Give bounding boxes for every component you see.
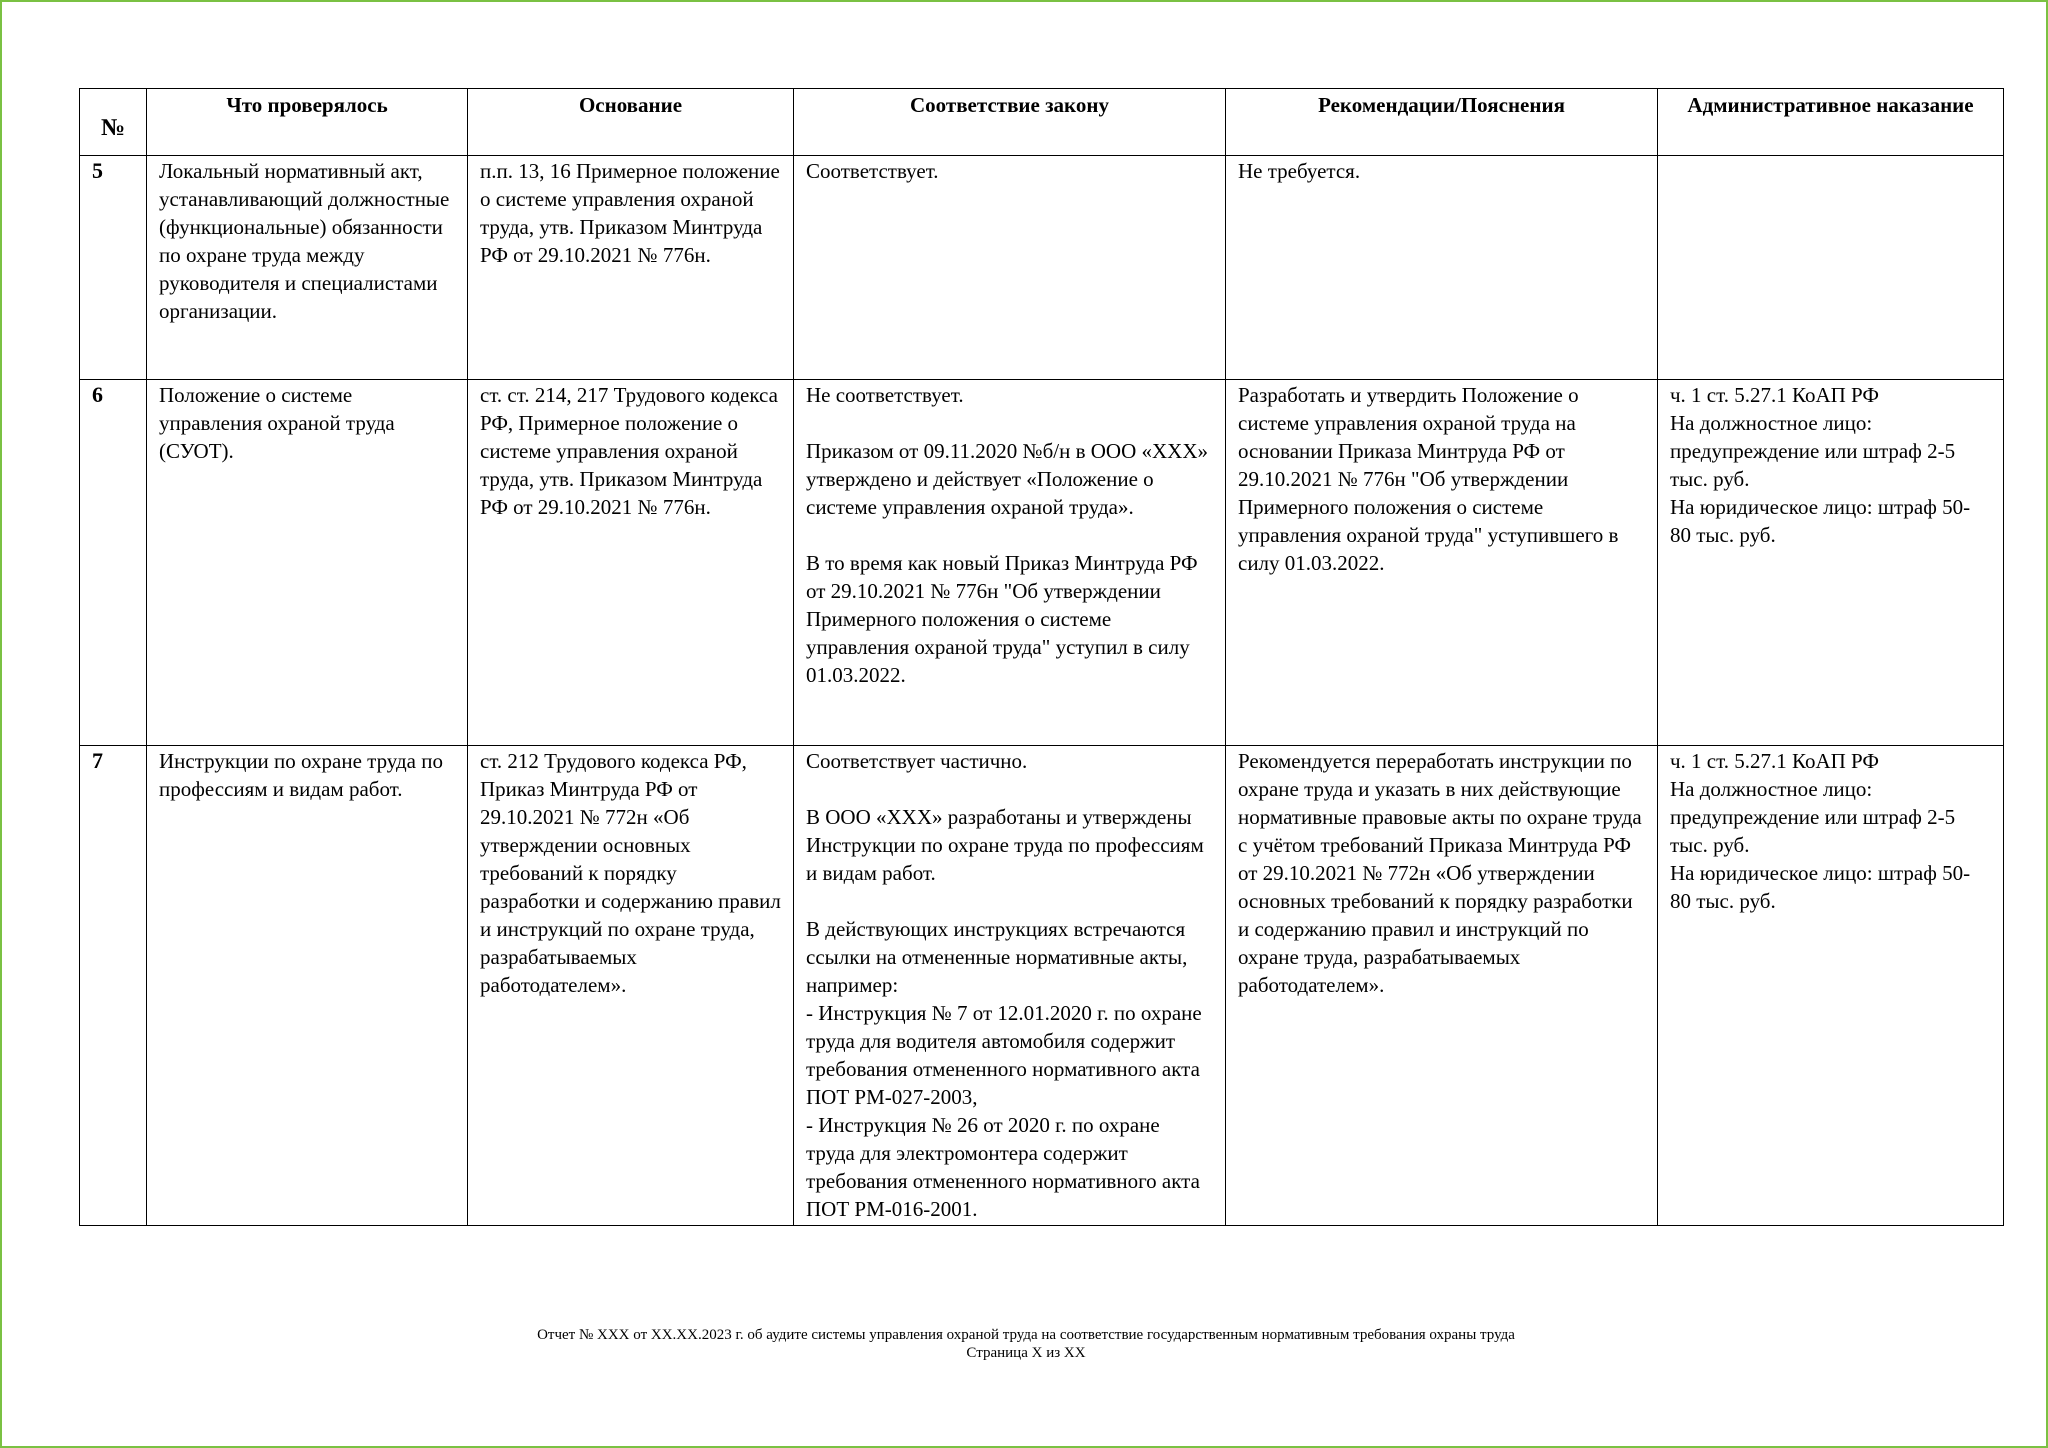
row-basis: ст. ст. 214, 217 Трудового кодекса РФ, Примерное положение о системе управления охраной труда, утв. Приказом Минтруда РФ от 29.10.2021 № 776н. xyxy=(468,380,794,746)
header-penalty: Административное наказание xyxy=(1658,89,2004,156)
header-recommendations: Рекомендации/Пояснения xyxy=(1226,89,1658,156)
table-row xyxy=(80,746,2004,1226)
row-number: 7 xyxy=(80,746,147,1226)
row-checked: Положение о системе управления охраной труда (СУОТ). xyxy=(147,380,468,746)
row-checked: Локальный нормативный акт, устанавливающий должностные (функциональные) обязанности по охране труда между руководителя и специалистами организации. xyxy=(147,156,468,380)
row-number: 6 xyxy=(80,380,147,746)
table-row xyxy=(80,156,2004,380)
row-compliance: Соответствует. xyxy=(794,156,1226,380)
footer-report-title: Отчет № ХХХ от ХХ.ХХ.2023 г. об аудите системы управления охраной труда на соответствие государственным нормативным требования охраны труда xyxy=(537,1327,1515,1343)
row-recommendations: Рекомендуется переработать инструкции по охране труда и указать в них действующие нормативные правовые акты по охране труда с учётом требований Приказа Минтруда РФ от 29.10.2021 № 772н «Об утверждении основных требований к порядку разработки и содержанию правил и инструкций по охране труда, разрабатываемых работодателем». xyxy=(1226,746,1658,1226)
header-basis: Основание xyxy=(468,89,794,156)
row-penalty xyxy=(1658,156,2004,380)
row-compliance: Соответствует частично. В ООО «ХХХ» разработаны и утверждены Инструкции по охране труда по профессиям и видам работ. В действующих инструкциях встречаются ссылки на отмененные нормативные акты, например: - Инструкция № 7 от 12.01.2020 г. по охране труда для водителя автомобиля содержит требования отмененного нормативного акта ПОТ РМ-027-2003, - Инструкция № 26 от 2020 г. по охране труда для электромонтера содержит требования отмененного нормативного акта ПОТ РМ-016-2001. xyxy=(794,746,1226,1226)
row-penalty: ч. 1 ст. 5.27.1 КоАП РФ На должностное лицо: предупреждение или штраф 2-5 тыс. руб. На юридическое лицо: штраф 50-80 тыс. руб. xyxy=(1658,746,2004,1226)
row-recommendations: Не требуется. xyxy=(1226,156,1658,380)
row-checked: Инструкции по охране труда по профессиям и видам работ. xyxy=(147,746,468,1226)
header-checked: Что проверялось xyxy=(147,89,468,156)
row-basis: ст. 212 Трудового кодекса РФ, Приказ Минтруда РФ от 29.10.2021 № 772н «Об утверждении основных требований к порядку разработки и содержанию правил и инструкций по охране труда, разрабатываемых работодателем». xyxy=(468,746,794,1226)
footer-page-number: Страница Х из ХХ xyxy=(966,1345,1086,1361)
row-recommendations: Разработать и утвердить Положение о системе управления охраной труда на основании Приказа Минтруда РФ от 29.10.2021 № 776н "Об утверждении Примерного положения о системе управления охраной труда" уступившего в силу 01.03.2022. xyxy=(1226,380,1658,746)
table-header-row xyxy=(80,89,2004,156)
audit-table xyxy=(79,88,2004,1226)
row-basis: п.п. 13, 16 Примерное положение о системе управления охраной труда, утв. Приказом Минтруда РФ от 29.10.2021 № 776н. xyxy=(468,156,794,380)
row-compliance: Не соответствует. Приказом от 09.11.2020 №б/н в ООО «ХХХ» утверждено и действует «Положение о системе управления охраной труда». В то время как новый Приказ Минтруда РФ от 29.10.2021 № 776н "Об утверждении Примерного положения о системе управления охраной труда" уступил в силу 01.03.2022. xyxy=(794,380,1226,746)
row-penalty: ч. 1 ст. 5.27.1 КоАП РФ На должностное лицо: предупреждение или штраф 2-5 тыс. руб. На юридическое лицо: штраф 50-80 тыс. руб. xyxy=(1658,380,2004,746)
header-number: № xyxy=(80,89,147,156)
header-compliance: Соответствие закону xyxy=(794,89,1226,156)
table-row xyxy=(80,380,2004,746)
row-number: 5 xyxy=(80,156,147,380)
page-footer xyxy=(2,1326,2048,1362)
